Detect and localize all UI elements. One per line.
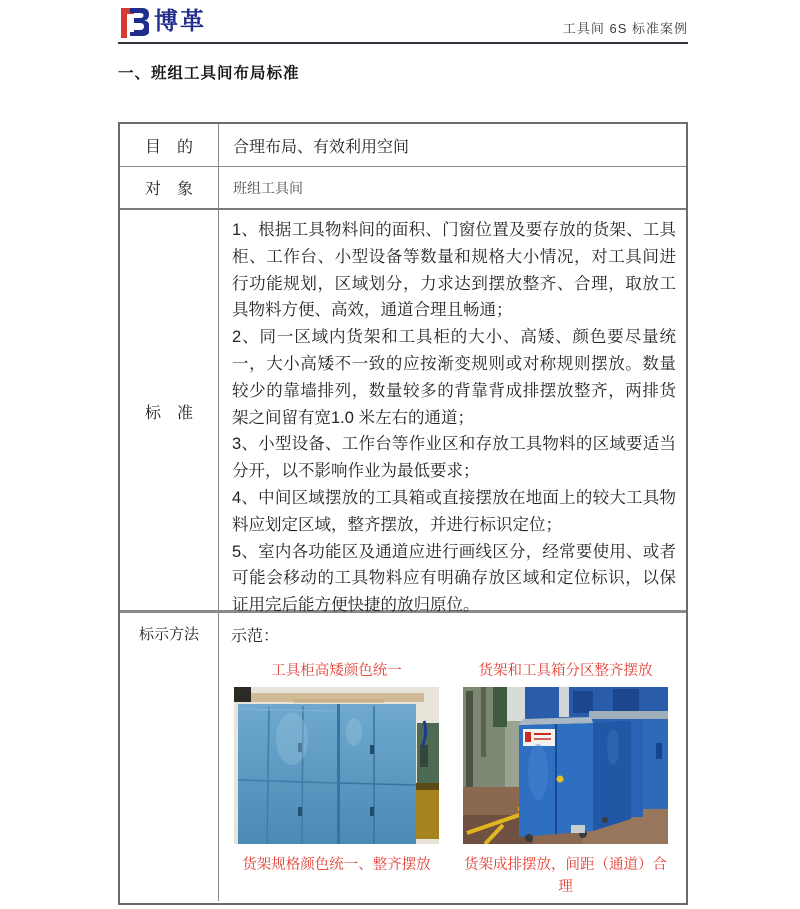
photo-shelf-toolboxes bbox=[463, 687, 668, 844]
row-purpose bbox=[120, 124, 686, 166]
doc-type-label: 工具间 6S 标准案例 bbox=[562, 21, 688, 36]
caption-bottom-right: 货架成排摆放，间距（通道）合理 bbox=[464, 857, 667, 895]
company-logo bbox=[118, 6, 206, 38]
purpose-label: 目 的 bbox=[120, 124, 219, 166]
standard-item-4: 4、中间区域摆放的工具箱或直接摆放在地面上的较大工具物料应划定区域，整齐摆放，并进行标识定位； bbox=[232, 488, 676, 534]
standard-item-3: 3、小型设备、工作台等作业区和存放工具物料的区域要适当分开，以不影响作业为最低要求； bbox=[232, 435, 676, 481]
standards-table bbox=[118, 122, 688, 905]
method-content bbox=[219, 613, 686, 901]
demo-right bbox=[463, 660, 668, 895]
caption-bottom-left: 货架规格颜色统一、整齐摆放 bbox=[242, 857, 431, 873]
standard-item-1: 1、根据工具物料间的面积、门窗位置及要存放的货架、工具柜、工作台、小型设备等数量和规格大小情况，对工具间进行功能规划，区域划分，力求达到摆放整齐、合理，取放工具物料方便、高效，通道合理且畅通； bbox=[232, 221, 676, 320]
demo-grid bbox=[234, 660, 686, 895]
caption-top-right: 货架和工具箱分区整齐摆放 bbox=[478, 663, 653, 679]
row-object bbox=[120, 166, 686, 208]
standard-item-2: 2、同一区域内货架和工具柜的大小、高矮、颜色要尽量统一，大小高矮不一致的应按渐变规则或对称规则摆放。数量较少的靠墙排列，数量较多的背靠背成排摆放整齐，两排货架之间留有宽1.0 米左右的通道； bbox=[232, 328, 676, 427]
logo-text: 博革 bbox=[154, 8, 206, 35]
row-standard bbox=[120, 208, 686, 615]
caption-top-left: 工具柜高矮颜色统一 bbox=[271, 663, 402, 679]
standard-item-5: 5、室内各功能区及通道应进行画线区分，经常要使用、或者可能会移动的工具物料应有明确存放区域和定位标识，以保证用完后能方便快捷的放归原位。 bbox=[232, 542, 676, 615]
page-header bbox=[118, 4, 688, 44]
object-label: 对 象 bbox=[120, 167, 219, 208]
logo-mark-icon bbox=[118, 6, 149, 38]
standard-content bbox=[219, 210, 686, 619]
page-title: 一、班组工具间布局标准 bbox=[118, 65, 300, 82]
row-method bbox=[120, 610, 686, 901]
object-content: 班组工具间 bbox=[233, 181, 303, 197]
purpose-content: 合理布局、有效利用空间 bbox=[233, 138, 410, 156]
photo-tool-cabinets bbox=[234, 687, 439, 844]
method-label: 标示方法 bbox=[120, 613, 219, 901]
demo-label: 示范： bbox=[231, 628, 280, 645]
demo-left bbox=[234, 660, 439, 876]
standard-label: 标 准 bbox=[120, 210, 219, 619]
